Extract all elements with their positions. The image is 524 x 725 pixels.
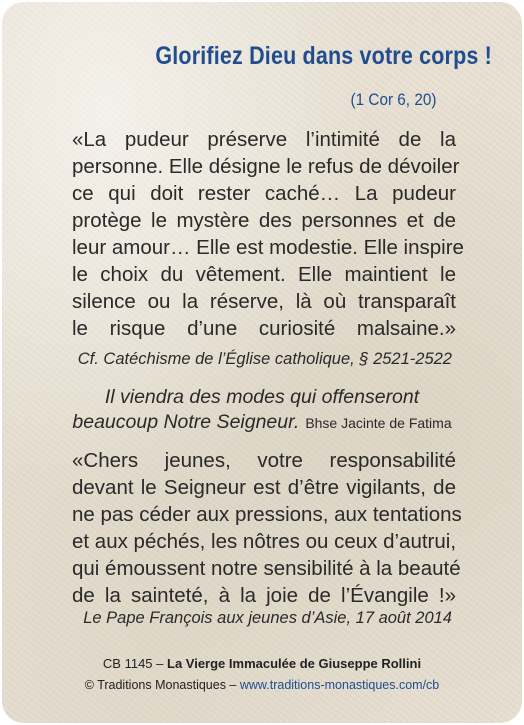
prayer-card [2,2,522,723]
website-link[interactable]: www.traditions-monastiques.com/cb [239,678,440,692]
copyright-line [2,678,522,692]
card-title: Glorifiez Dieu dans votre corps ! [155,42,492,70]
quote-line: le choix du vêtement. Elle maintient le [72,263,456,286]
card-code-line [2,656,522,671]
bible-reference: (1 Cor 6, 20) [350,90,436,109]
card-code: CB 1145 – [102,656,164,671]
quote-line: ne pas céder aux pressions, aux tentations [72,503,462,526]
quote-line: qui émoussent notre sensibilité à la beauté [72,557,461,580]
quote-line: «Chers jeunes, votre responsabilité [72,449,456,472]
image-title: La Vierge Immaculée de Giuseppe Rollini [167,656,422,671]
jacinta-line-1: Il viendra des modes qui offenseront [104,386,420,408]
catechism-source: Cf. Catéchisme de l’Église catholique, § 2521-2522 [77,350,452,368]
pope-source: Le Pape François aux jeunes d’Asie, 17 août 2014 [83,609,452,627]
copyright-text: © Traditions Monastiques – [84,678,237,692]
quote-line: silence ou la réserve, là où transparaît [72,290,456,313]
quote-line: leur amour… Elle est modestie. Elle inspire [72,236,464,259]
jacinta-line-2-text: beaucoup Notre Seigneur. [72,411,300,433]
quote-line: protège le mystère des personnes et de [72,209,456,232]
jacinta-attribution: Bhse Jacinte de Fatima [305,415,452,431]
quote-line: personne. Elle désigne le refus de dévoiler [72,155,460,178]
quote-line: de la sainteté, à la joie de l’Évangile !» [72,584,456,607]
jacinta-quote [2,385,522,436]
quote-line: le risque d’une curiosité malsaine.» [72,317,456,340]
quote-line: «La pudeur préserve l’intimité de la [72,128,456,151]
catechism-quote [72,126,464,342]
quote-line: devant le Seigneur est d’être vigilants, de [72,476,456,499]
pope-quote [72,447,462,609]
jacinta-line-2 [2,410,522,436]
quote-line: et aux péchés, les nôtres ou ceux d’autrui, [72,530,457,553]
quote-line: ce qui doit rester caché… La pudeur [72,182,456,205]
